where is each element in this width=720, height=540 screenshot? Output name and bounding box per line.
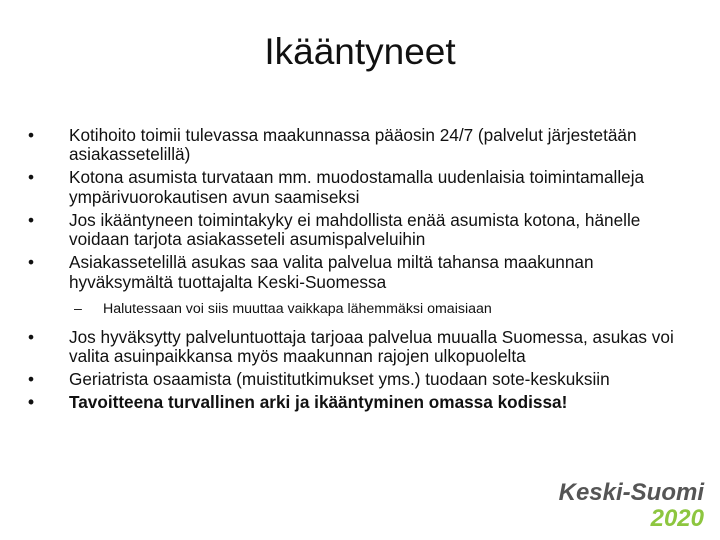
bullet-list	[28, 126, 688, 416]
bullet-item: • Kotihoito toimii tulevassa maakunnassa pääosin 24/7 (palvelut järjestetään asiakassetelillä)	[28, 126, 688, 165]
bullet-item: • Asiakassetelillä asukas saa valita palvelua miltä tahansa maakunnan hyväksymältä tuottajalta Keski-Suomessa	[28, 253, 688, 292]
keski-suomi-logo	[559, 480, 704, 532]
bullet-item: • Geriatrista osaamista (muistitutkimukset yms.) tuodaan sote-keskuksiin	[28, 370, 688, 389]
bullet-item: • Kotona asumista turvataan mm. muodostamalla uudenlaisia toimintamalleja ympärivuorokautisen avun saamiseksi	[28, 168, 688, 207]
bullet-item: • Jos ikääntyneen toimintakyky ei mahdollista enää asumista kotona, hänelle voidaan tarjota asiakasseteli asumispalveluihin	[28, 211, 688, 250]
slide-title: Ikääntyneet	[264, 31, 456, 72]
logo-year-text: 2020	[650, 505, 704, 532]
logo-brand-text: Keski-Suomi	[558, 479, 704, 506]
bullet-item-highlight: • Tavoitteena turvallinen arki ja ikääntyminen omassa kodissa!	[28, 393, 688, 412]
sub-bullet-item: – Halutessaan voi siis muuttaa vaikkapa lähemmäksi omaisiaan	[28, 301, 688, 318]
bullet-item: • Jos hyväksytty palveluntuottaja tarjoaa palvelua muualla Suomessa, asukas voi valita asuinpaikkansa myös maakunnan rajojen ulkopuolelta	[28, 328, 688, 367]
